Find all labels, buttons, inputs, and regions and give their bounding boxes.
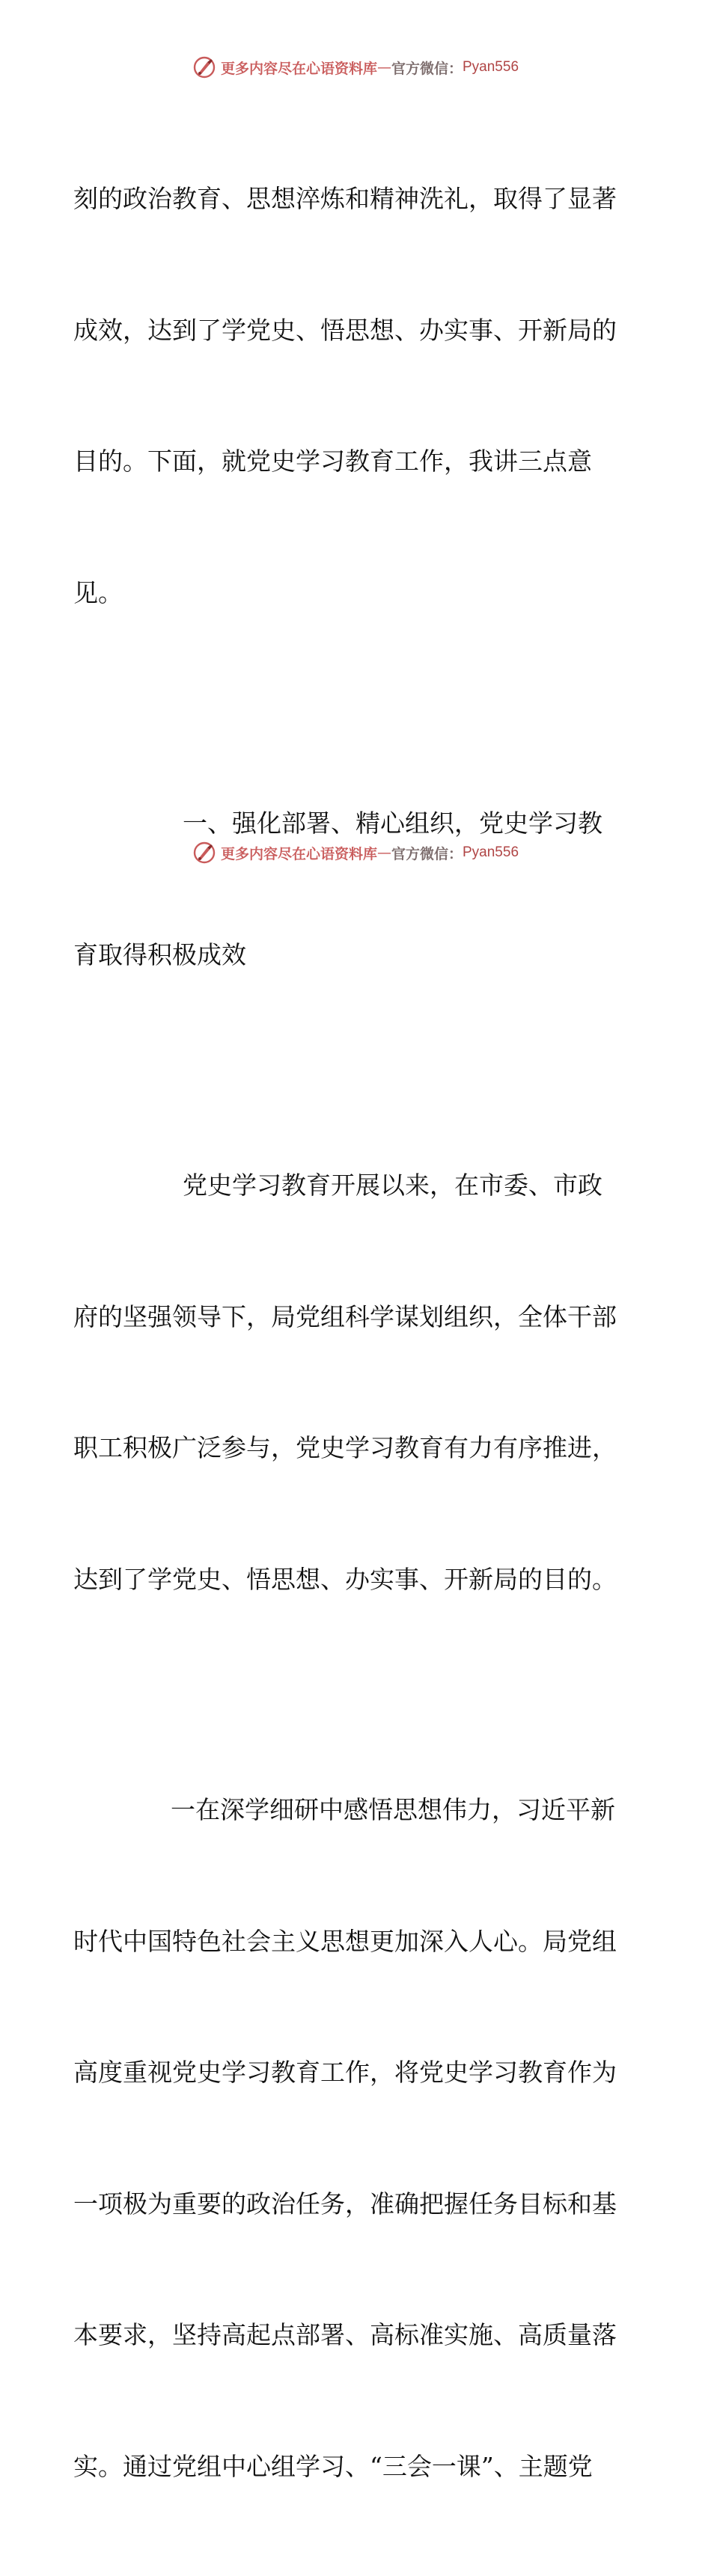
- text-line: 高度重视党史学习教育工作，将党史学习教育作为: [73, 2058, 617, 2087]
- text-line: 党史学习教育开展以来，在市委、市政: [183, 1171, 602, 1200]
- text-line: 见。: [73, 577, 123, 607]
- watermark-separator: —: [376, 844, 391, 861]
- text-line: 实。通过党组中心组学习、“三会一课”、主题党: [73, 2451, 593, 2481]
- watermark-main-text: 更多内容尽在心语资料库: [220, 845, 377, 862]
- watermark-main-text: 更多内容尽在心语资料库: [220, 60, 377, 77]
- text-line: 本要求，坚持高起点部署、高标准实施、高质量落: [73, 2320, 617, 2349]
- quill-pen-seal-icon: [192, 841, 216, 865]
- watermark-separator: —: [376, 59, 391, 76]
- document-body: [73, 90, 636, 2576]
- quill-pen-seal-icon: [192, 55, 216, 79]
- footer-watermark: [0, 839, 711, 866]
- text-line: 府的坚强领导下，局党组科学谋划组织，全体干部: [73, 1301, 617, 1331]
- header-watermark: [0, 54, 711, 81]
- paragraph-intro: [73, 90, 636, 702]
- watermark-label: 官方微信：: [391, 845, 463, 862]
- text-line: 刻的政治教育、思想淬炼和精神洗礼，取得了显著: [73, 184, 617, 213]
- watermark-wechat-id: Pyan556: [463, 59, 519, 75]
- heading-line: 一、强化部署、精心组织，党史学习教: [183, 809, 602, 838]
- paragraph-study: [73, 1701, 636, 2576]
- text-line: 成效，达到了学党史、悟思想、办实事、开新局的: [73, 315, 617, 345]
- text-line: 达到了学党史、悟思想、办实事、开新局的目的。: [73, 1564, 617, 1594]
- text-line: 一项极为重要的政治任务，准确把握任务目标和基: [73, 2189, 617, 2218]
- watermark-wechat-id: Pyan556: [463, 844, 519, 860]
- heading-line: 育取得积极成效: [73, 939, 246, 969]
- text-line: 一在深学细研中感悟思想伟力，习近平新: [171, 1795, 615, 1824]
- text-line: 时代中国特色社会主义思想更加深入人心。局党组: [73, 1926, 617, 1956]
- paragraph-overview: [73, 1076, 636, 1689]
- watermark-label: 官方微信：: [391, 60, 463, 77]
- section-heading-1: [73, 714, 636, 1064]
- text-line: 职工积极广泛参与，党史学习教育有力有序推进，: [73, 1433, 617, 1462]
- text-line: 目的。下面，就党史学习教育工作，我讲三点意: [73, 447, 592, 476]
